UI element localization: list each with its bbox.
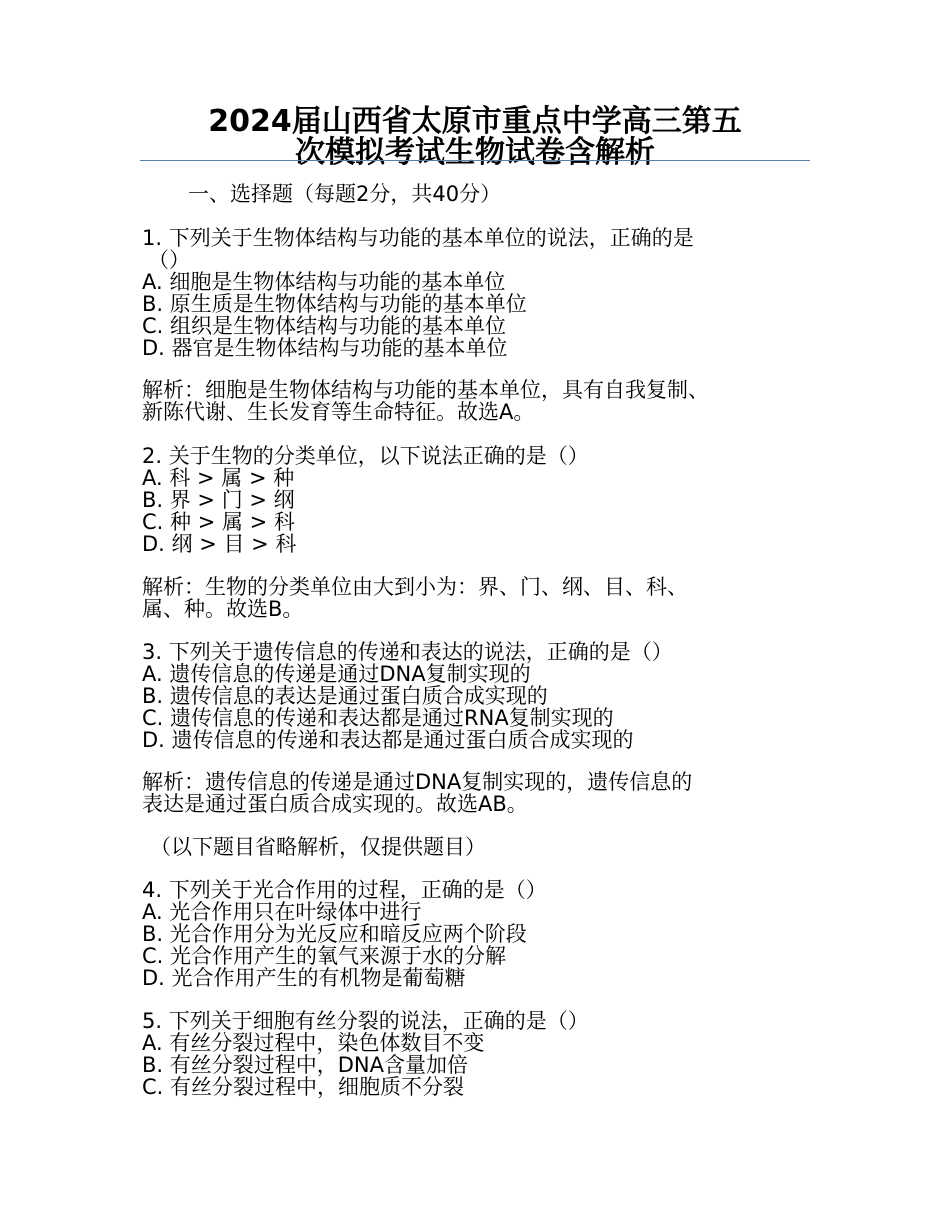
title-line-1: 2024届山西省太原市重点中学高三第五 [208, 104, 742, 139]
option-d: D. 遗传信息的传递和表达都是通过蛋白质合成实现的 [142, 728, 634, 752]
question-stem: 2. 关于生物的分类单位，以下说法正确的是（） [142, 444, 589, 468]
analysis-line-1: 解析：遗传信息的传递是通过DNA复制实现的，遗传信息的 [142, 770, 693, 794]
option-d: D. 纲 > 目 > 科 [142, 532, 297, 556]
option-b: B. 界 > 门 > 纲 [142, 488, 295, 512]
title-underline [140, 160, 810, 161]
option-d: D. 器官是生物体结构与功能的基本单位 [142, 336, 508, 360]
analysis-line-1: 解析：细胞是生物体结构与功能的基本单位，具有自我复制、 [142, 378, 709, 402]
question-3 [142, 641, 812, 751]
option-a: A. 科 > 属 > 种 [142, 466, 295, 490]
question-4 [142, 879, 812, 989]
option-a: A. 细胞是生物体结构与功能的基本单位 [142, 270, 506, 294]
analysis-2 [142, 576, 812, 620]
question-5 [142, 1010, 812, 1098]
option-a: A. 有丝分裂过程中，染色体数目不变 [142, 1031, 485, 1055]
question-1 [142, 227, 812, 359]
question-stem: 4. 下列关于光合作用的过程，正确的是（） [142, 878, 547, 902]
option-b: B. 有丝分裂过程中，DNA含量加倍 [142, 1053, 469, 1077]
option-b: B. 光合作用分为光反应和暗反应两个阶段 [142, 922, 527, 946]
analysis-3 [142, 771, 812, 815]
option-b: B. 原生质是生物体结构与功能的基本单位 [142, 292, 527, 316]
question-2 [142, 445, 812, 555]
omitted-analysis-note: （以下题目省略解析，仅提供题目） [150, 835, 486, 859]
question-stem-cont: （） [148, 248, 190, 272]
question-stem: 5. 下列关于细胞有丝分裂的说法，正确的是（） [142, 1009, 589, 1033]
question-stem: 1. 下列关于生物体结构与功能的基本单位的说法，正确的是 [142, 226, 694, 250]
document-title [140, 106, 810, 168]
analysis-line-1: 解析：生物的分类单位由大到小为：界、门、纲、目、科、 [142, 575, 688, 599]
question-stem: 3. 下列关于遗传信息的传递和表达的说法，正确的是（） [142, 640, 673, 664]
option-c: C. 组织是生物体结构与功能的基本单位 [142, 314, 507, 338]
analysis-line-2: 新陈代谢、生长发育等生命特征。故选A。 [142, 400, 535, 424]
option-b: B. 遗传信息的表达是通过蛋白质合成实现的 [142, 684, 548, 708]
analysis-line-2: 表达是通过蛋白质合成实现的。故选AB。 [142, 792, 528, 816]
option-c: C. 有丝分裂过程中，细胞质不分裂 [142, 1075, 465, 1099]
option-c: C. 种 > 属 > 科 [142, 510, 295, 534]
analysis-line-2: 属、种。故选B。 [142, 597, 304, 621]
option-c: C. 遗传信息的传递和表达都是通过RNA复制实现的 [142, 706, 614, 730]
section-heading: 一、选择题（每题2分，共40分） [188, 182, 502, 206]
option-c: C. 光合作用产生的氧气来源于水的分解 [142, 944, 507, 968]
analysis-1 [142, 379, 812, 423]
option-d: D. 光合作用产生的有机物是葡萄糖 [142, 966, 466, 990]
title-line-2: 次模拟考试生物试卷含解析 [295, 135, 655, 170]
option-a: A. 遗传信息的传递是通过DNA复制实现的 [142, 662, 531, 686]
option-a: A. 光合作用只在叶绿体中进行 [142, 900, 422, 924]
